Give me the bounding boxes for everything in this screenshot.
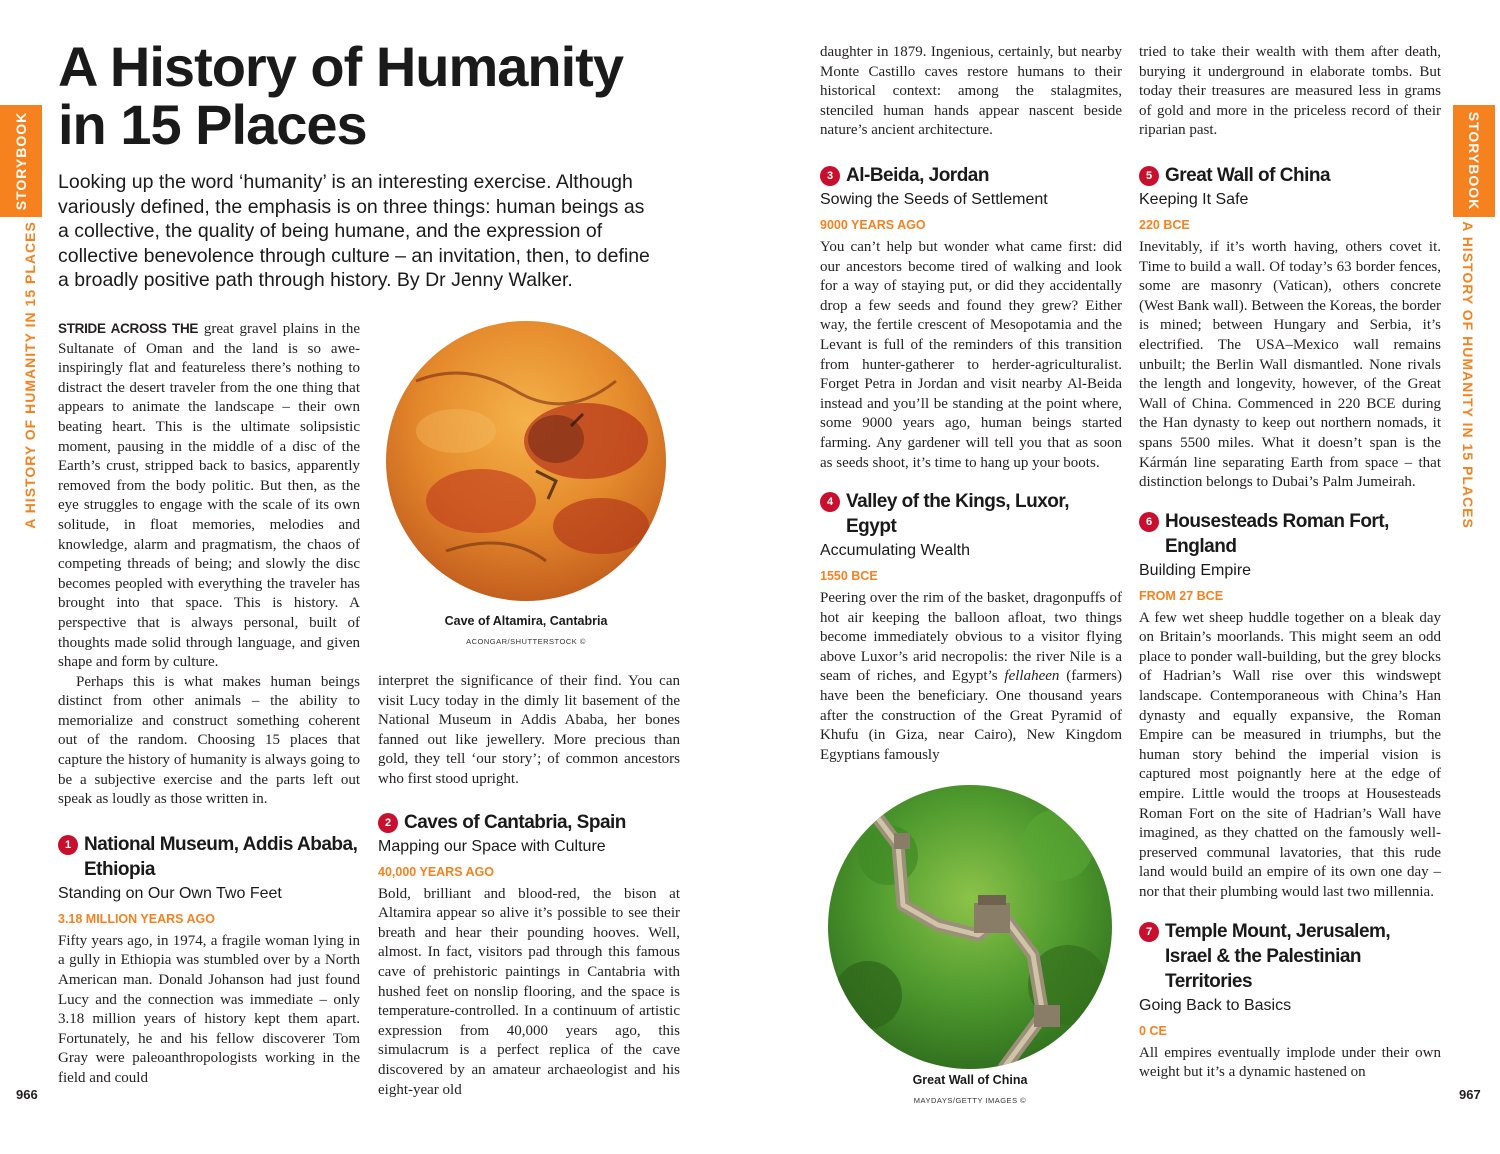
section-4-date: 1550 BCE — [820, 569, 878, 584]
section-5-subtitle: Keeping It Safe — [1139, 190, 1249, 208]
altamira-caption: Cave of Altamira, Cantabria — [444, 614, 608, 628]
section-5-date: 220 BCE — [1139, 217, 1190, 232]
section-1-title: National Museum, Addis Ababa, Ethiopia — [84, 833, 358, 880]
opening-text: great gravel plains in the Sultanate of Oman and the land is so awe-inspiringly flat and featureless there’s nothing to distract the desert traveler from the one thing that appears to animate the landscape – their own beating heart. This is the ultimate solipsistic moment, pausing in the middle of a disc of the Earth’s crust, stripped back to basics, apparently removed from the body politic. But then, as the eye struggles to engage with the scale of its own solitude, in float memories, melodies and knowledge, alarm and pragmatism, the chaos of competing threads of being; and slowly the disc becomes peopled with everything the traveler has brought into that space. This is history. A perspective that is always personal, built of thoughts made solid through language, and given shape and form by culture. — [58, 321, 360, 671]
section-4-title: Valley of the Kings, Luxor, Egypt — [846, 491, 1069, 538]
bison-painting-illustration — [386, 321, 666, 601]
section-1-number-badge: 1 — [58, 835, 78, 855]
section-6 — [1139, 509, 1441, 903]
section-5-title: Great Wall of China — [1165, 164, 1331, 186]
section-6-title: Housesteads Roman Fort, England — [1165, 510, 1389, 557]
page-number-right: 967 — [1459, 1087, 1481, 1102]
section-2 — [378, 810, 680, 1101]
section-5-text: Inevitably, if it’s worth having, others covet it. Time to build a wall. Of today’s 63 border fences, some are masonry (Vatican), others concrete (West Bank wall). Between the Koreas, the border is mined; between Hungary and Serbia, it’s electrified. The USA–Mexico wall remains unbuilt; the Berlin Wall dismantled. None rivals the length and longevity, however, of the Great Wall of China. Commenced in 220 BCE during the Han dynasty to keep out northern nomads, it spans 5500 miles. What it doesn’t span is the Kármán line separating Earth from space – that distinction belongs to Dubai’s Palm Jumeirah. — [1139, 238, 1441, 491]
section-7-number-badge: 7 — [1139, 922, 1159, 942]
opening-paragraph-2: Perhaps this is what makes human beings distinct from other animals – the ability to memorialize and construct something coherent out of the random. Choosing 15 places that capture the history of humanity is always going to be a subjective exercise and the parts left out speak as loudly as those written in. — [58, 673, 360, 808]
running-head-left: A HISTORY OF HUMANITY IN 15 PLACES — [22, 221, 38, 529]
opening-paragraph — [58, 319, 360, 673]
column-1 — [58, 319, 360, 1089]
section-3-text: You can’t help but wonder what came first: did our ancestors become tired of walking and look for a way of staying put, or did they accidentally drop a few seeds and found they grew? Either way, the fertile crescent of Mesopotamia and the Levant is full of the reminders of this transition from hunter-gatherer to herder-agriculturalist. Forget Petra in Jordan and visit nearby Al-Beida instead and you’ll be standing at the point where, some 9000 years ago, human beings started farming. Any gardener will tell you that as soon as seeds shoot, it’s time to hang up your boots. — [820, 238, 1122, 471]
section-6-subtitle: Building Empire — [1139, 561, 1252, 579]
section-7-title: Temple Mount, Jerusalem, Israel & the Palestinian Territories — [1165, 920, 1391, 992]
section-7-subtitle: Going Back to Basics — [1139, 996, 1292, 1014]
section-5 — [1139, 163, 1441, 493]
section-4-header — [820, 489, 1122, 539]
column-2 — [378, 672, 680, 1100]
section-3-header — [820, 163, 1122, 188]
section-7-text: All empires eventually implode under their own weight but it’s a dynamic hastened on — [1139, 1044, 1441, 1081]
section-5-header — [1139, 163, 1441, 188]
section-4-text-continued: tried to take their wealth with them after death, burying it underground in elaborate tombs. But today their treasures are measured less in grams of gold and more in the priceless record of their riparian past. — [1139, 44, 1441, 139]
section-2-header — [378, 810, 680, 835]
section-2-text: Bold, brilliant and blood-red, the bison at Altamira appear so alive it’s possible to see their breath and hear their pounding hooves. Well, almost. In fact, visitors pad through this famous cave of prehistoric paintings in Cantabria with hushed feet on nonslip flooring, and the space is temperature-controlled. In a continuum of artistic expression from 40,000 years ago, this simulacrum is a perfect replica of the cave discovered by an amateur archaeologist and his eight-year old — [378, 885, 680, 1098]
great-wall-illustration — [828, 785, 1112, 1069]
section-3-number-badge: 3 — [820, 166, 840, 186]
storybook-label-right: STORYBOOK — [1466, 111, 1482, 211]
section-7 — [1139, 919, 1441, 1083]
running-head-right: A HISTORY OF HUMANITY IN 15 PLACES — [1460, 221, 1476, 529]
altamira-photo-credit: ACONGAR/SHUTTERSTOCK © — [466, 637, 586, 646]
section-3-subtitle: Sowing the Seeds of Settlement — [820, 190, 1048, 208]
section-1-text: Fifty years ago, in 1974, a fragile woman lying in a gully in Ethiopia was stumbled over by a North American man. Donald Johanson had just found Lucy and the connection was immediate – only 3.18 million years of history kept them apart. Fortunately, he and his fellow discoverer Tom Gray were paleoanthropologists working in the field and could — [58, 932, 360, 1086]
section-2-text-continued: daughter in 1879. Ingenious, certainly, but nearby Monte Castillo caves restore humans to their historical context: among the stalagmites, stenciled human hands appear nascent beside nature’s ancient architecture. — [820, 44, 1122, 139]
section-6-number-badge: 6 — [1139, 512, 1159, 532]
page-title — [58, 35, 758, 156]
altamira-cave-image — [386, 321, 666, 601]
section-4-text-b: (farmers) have been the beneficiary. One thousand years after the construction of the Great Pyramid of Khufu (in Giza, near Cairo), New Kingdom Egyptians famously — [820, 668, 1123, 763]
storybook-label-left: STORYBOOK — [13, 111, 29, 211]
column-3 — [820, 43, 1122, 765]
page-title-line-2: in 15 Places — [58, 93, 367, 156]
intro-paragraph: Looking up the word ‘humanity’ is an interesting exercise. Although variously defined, the emphasis is on three things: human beings as a collective, the quality of being humane, and the expression of collective benevolence through culture – an invitation, then, to define a broadly positive path through history. By Dr Jenny Walker. — [58, 171, 650, 292]
section-4-text-a: Peering over the rim of the basket, dragonpuffs of hot air keeping the balloon afloat, two things become immediately obvious to a visitor flying above Luxor’s arid necropolis: the river Nile is a seam of riches, and Egypt’s — [820, 590, 1122, 685]
section-4-text-emphasis: fellaheen — [1004, 668, 1060, 685]
section-2-number-badge: 2 — [378, 813, 398, 833]
section-4-subtitle: Accumulating Wealth — [820, 542, 970, 560]
section-3-date: 9000 YEARS AGO — [820, 217, 926, 232]
great-wall-caption: Great Wall of China — [912, 1073, 1028, 1087]
section-3-title: Al-Beida, Jordan — [846, 164, 989, 186]
section-1-subtitle: Standing on Our Own Two Feet — [58, 884, 282, 902]
section-4 — [820, 489, 1122, 765]
section-5-number-badge: 5 — [1139, 166, 1159, 186]
section-1-text-continued: interpret the significance of their find. You can visit Lucy today in the dimly lit basement of the National Museum in Addis Ababa, her bones fanned out like jewellery. More precious than gold, they tell ‘our story’; of common ancestors who first stood upright. — [378, 673, 680, 787]
section-2-title: Caves of Cantabria, Spain — [404, 811, 626, 833]
column-4 — [1139, 43, 1441, 1083]
section-2-date: 40,000 YEARS AGO — [378, 864, 495, 879]
section-6-text: A few wet sheep huddle together on a bleak day on Britain’s moorlands. This might seem an odd place to ponder wall-building, but the grey blocks of Hadrian’s Wall rise over this windswept landscape. Contemporaneous with China’s Han dynasty and equally expansive, the Roman Empire can be measured in triumphs, but the human story behind the imperial vision is captured most poignantly here at the edge of empire. Little would the troops at Housesteads Roman Fort on the site of Hadrian’s Wall have imagined, as they chatted on the famously well-preserved communal lavatories, that this rude land would build an empire of its own one day – nor that their plumbing would last two millennia. — [1139, 609, 1441, 900]
section-4-text — [820, 589, 1122, 765]
page-title-line-1: A History of Humanity — [58, 35, 623, 98]
section-2-subtitle: Mapping our Space with Culture — [378, 837, 606, 855]
section-4-number-badge: 4 — [820, 492, 840, 512]
section-1-date: 3.18 MILLION YEARS AGO — [58, 911, 215, 926]
section-7-date: 0 CE — [1139, 1023, 1167, 1038]
storybook-tab-left — [0, 105, 42, 217]
storybook-tab-right — [1453, 105, 1495, 217]
section-7-header — [1139, 919, 1441, 994]
page-number-left: 966 — [16, 1087, 38, 1102]
section-1-header — [58, 832, 360, 882]
section-1 — [58, 832, 360, 1089]
great-wall-image — [828, 785, 1112, 1069]
great-wall-photo-credit: MAYDAYS/GETTY IMAGES © — [913, 1096, 1027, 1105]
section-6-header — [1139, 509, 1441, 559]
section-3 — [820, 163, 1122, 473]
opening-lead-in: STRIDE ACROSS THE — [58, 321, 199, 336]
section-6-date: FROM 27 BCE — [1139, 588, 1224, 603]
